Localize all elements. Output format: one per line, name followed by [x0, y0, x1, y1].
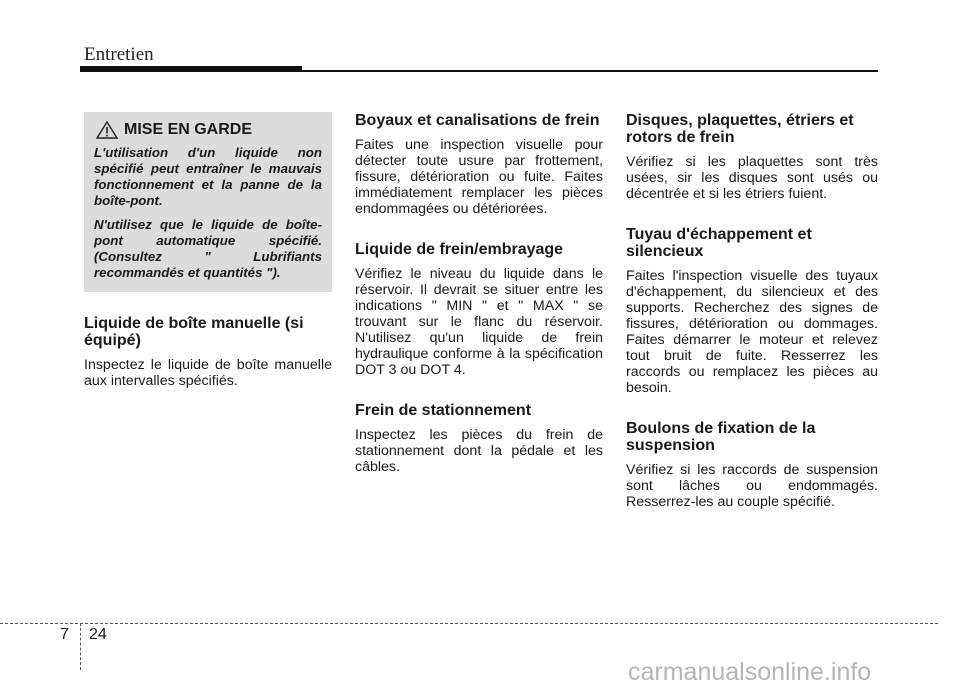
watermark: carmanualsonline.info	[628, 658, 872, 686]
section-text: Inspectez les pièces du frein de stationnement dont la pédale et les câbles.	[355, 427, 603, 475]
header-bar	[80, 66, 302, 72]
section-brake-fluid	[355, 241, 603, 378]
section-title: Boulons de fixation de la suspension	[626, 420, 816, 454]
header-rule	[302, 70, 878, 72]
section-exhaust	[626, 226, 878, 396]
chapter-number: 7	[60, 626, 69, 643]
section-text: Faites l'inspection visuelle des tuyaux d'échappement, du silencieux et des supports. Recherchez des signes de fissures, détérioration ou dommages. Faites démarrer le moteur et relevez tout bruit de fuite. Resserrez les raccords ou remplacez les pièces au besoin.	[626, 268, 878, 396]
footer-dashed-divider	[80, 623, 81, 670]
page-number: 24	[89, 626, 107, 643]
column-2	[355, 112, 603, 499]
section-manual-fluid	[84, 315, 332, 389]
section-text: Inspectez le liquide de boîte manuelle aux intervalles spécifiés.	[84, 357, 332, 389]
section-text: Vérifiez le niveau du liquide dans le réservoir. Il devrait se situer entre les indications " MIN " et " MAX " se trouvant sur le flanc du réservoir. N'utilisez qu'un liquide de frein hydraulique conforme à la spécification DOT 3 ou DOT 4.	[355, 266, 603, 378]
section-title: Frein de stationnement	[355, 402, 532, 419]
warning-box	[84, 112, 332, 292]
section-title: Boyaux et canalisations de frein	[355, 112, 600, 129]
column-3	[626, 112, 878, 534]
warning-paragraph-1: L'utilisation d'un liquide non spécifié peut entraîner le mauvais fonctionnement et la panne de la boîte-pont.	[94, 145, 322, 208]
section-title: Tuyau d'échappement et silencieux	[626, 226, 812, 260]
column-1	[84, 112, 332, 413]
section-text: Vérifiez si les raccords de suspension sont lâches ou endommagés. Resserrez-les au couple spécifié.	[626, 462, 878, 510]
section-text: Vérifiez si les plaquettes sont très usées, sir les disques sont usés ou décentrée et si les étriers fuient.	[626, 154, 878, 202]
warning-triangle-icon	[96, 121, 118, 139]
section-title: Liquide de frein/embrayage	[355, 241, 564, 258]
section-title: Liquide de boîte manuelle (si équipé)	[84, 315, 304, 349]
warning-header	[94, 121, 322, 139]
warning-title: MISE EN GARDE	[124, 121, 253, 138]
section-brake-hoses	[355, 112, 603, 217]
warning-paragraph-2: N'utilisez que le liquide de boîte-pont automatique spécifié. (Consultez " Lubrifiants recommandés et quantités ").	[94, 217, 322, 280]
section-text: Faites une inspection visuelle pour détecter toute usure par frottement, fissure, détérioration ou fuite. Faites immédiatement remplacer les pièces endommagées ou détériorées.	[355, 137, 603, 217]
section-brake-discs	[626, 112, 878, 202]
page-header-title: Entretien	[84, 44, 154, 65]
section-suspension	[626, 420, 878, 510]
section-title: Disques, plaquettes, étriers et rotors de frein	[626, 112, 854, 146]
footer-dashed-rule	[0, 623, 938, 624]
section-parking-brake	[355, 402, 603, 475]
